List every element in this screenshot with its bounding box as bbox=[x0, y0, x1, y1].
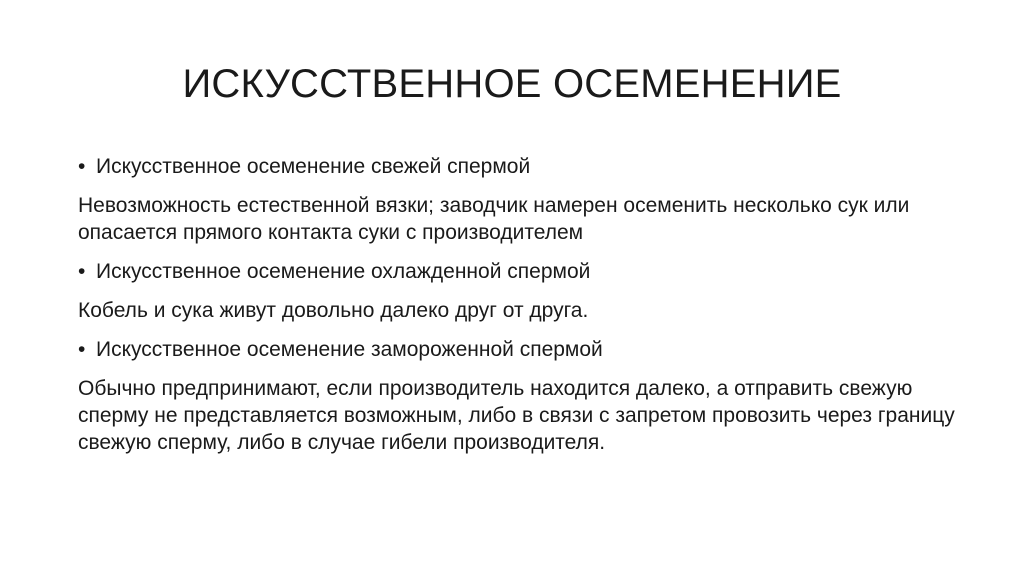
bullet-item-frozen bbox=[78, 336, 958, 363]
bullet-heading-fresh: Искусственное осеменение свежей спермой bbox=[96, 155, 531, 178]
slide-title: ИСКУССТВЕННОЕ ОСЕМЕНЕНИЕ bbox=[182, 62, 842, 106]
bullet-heading-chilled: Искусственное осеменение охлажденной спермой bbox=[96, 260, 591, 283]
bullet-dot: • bbox=[78, 260, 86, 283]
paragraph-fresh: Невозможность естественной вязки; заводчик намерен осеменить несколько сук или опасается прямого контакта суки с производителем bbox=[78, 194, 910, 244]
bullet-dot: • bbox=[78, 338, 86, 361]
slide-content bbox=[78, 153, 958, 468]
bullet-heading-frozen: Искусственное осеменение замороженной спермой bbox=[96, 338, 603, 361]
paragraph-chilled: Кобель и сука живут довольно далеко друг от друга. bbox=[78, 299, 589, 322]
bullet-dot: • bbox=[78, 155, 86, 178]
bullet-item-chilled bbox=[78, 258, 958, 285]
bullet-item-fresh bbox=[78, 153, 958, 180]
paragraph-frozen: Обычно предпринимают, если производитель находится далеко, а отправить свежую сперму не представляется возможным, либо в связи с запретом провозить через границу свежую сперму, либо в случае гибели производителя. bbox=[78, 377, 955, 454]
